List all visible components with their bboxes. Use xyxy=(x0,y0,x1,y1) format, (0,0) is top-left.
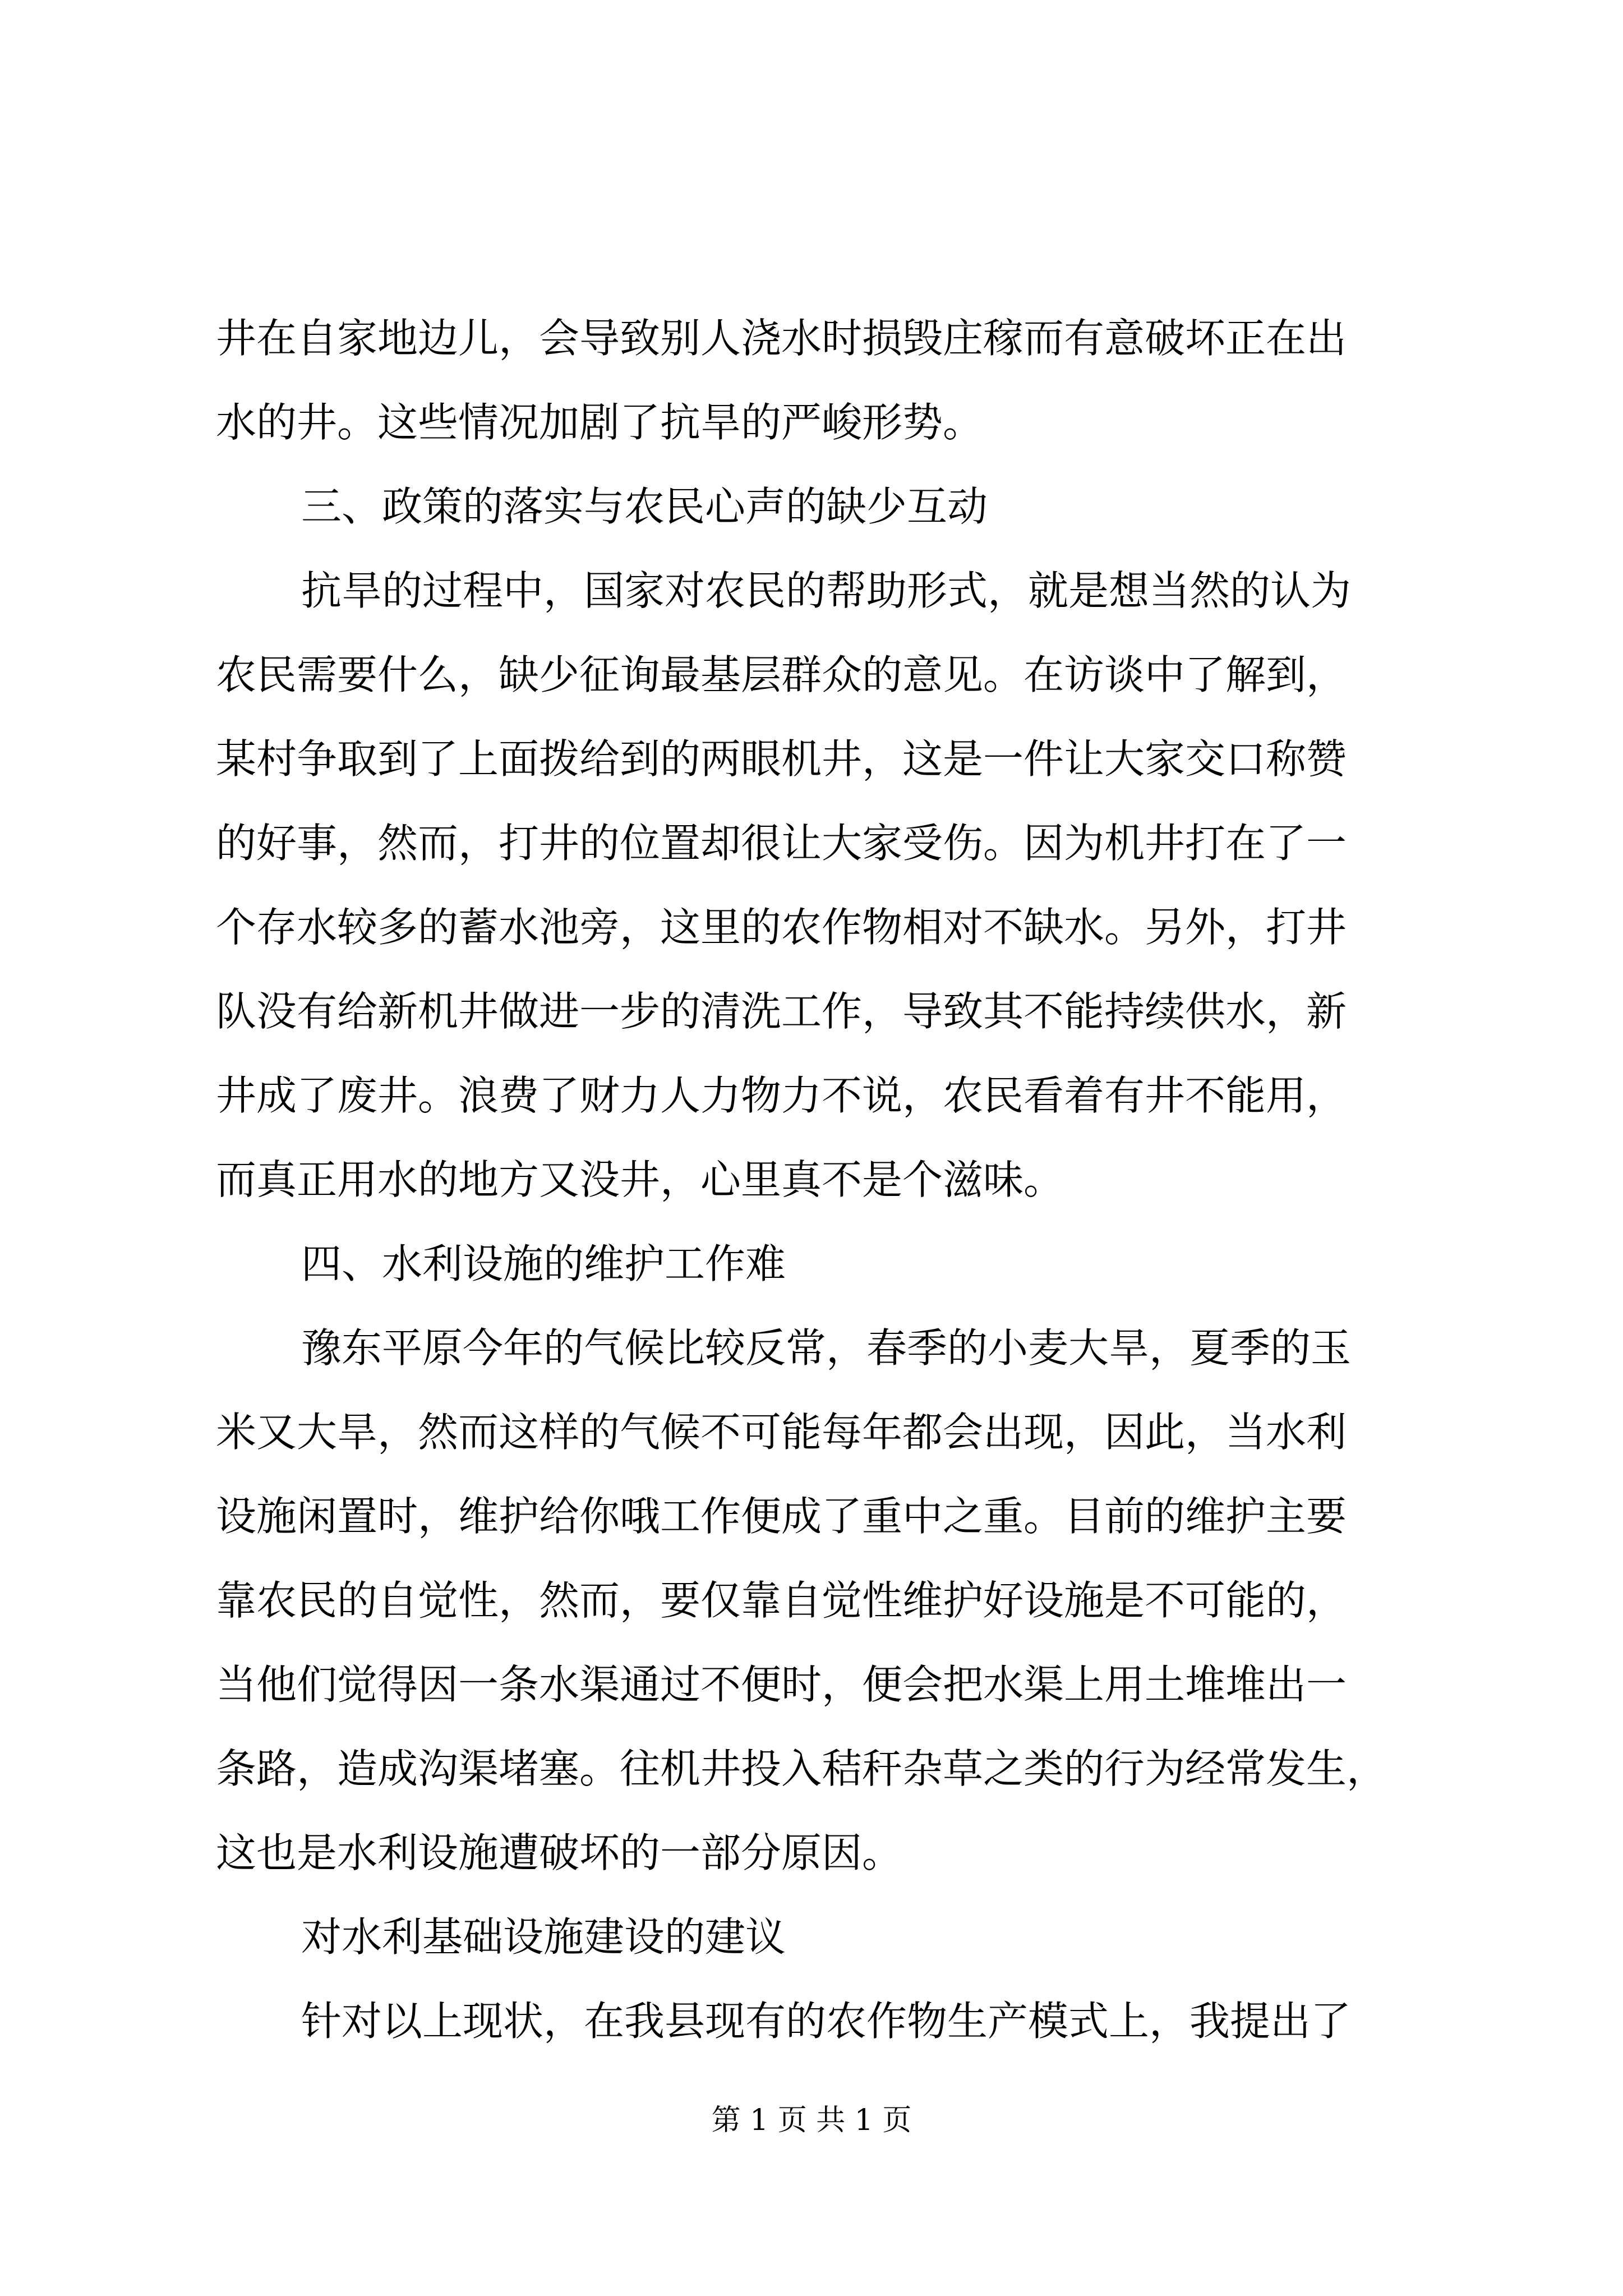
text-line: 条路，造成沟渠堵塞。往机井投入秸秆杂草之类的行为经常发生， xyxy=(216,1745,1387,1792)
text-line: 井成了废井。浪费了财力人力物力不说，农民看着有井不能用， xyxy=(216,1072,1347,1119)
text-line: 而真正用水的地方又没井，心里真不是个滋味。 xyxy=(216,1156,1064,1203)
text-line: 的好事，然而，打井的位置却很让大家受伤。因为机井打在了一 xyxy=(216,820,1347,867)
text-line: 当他们觉得因一条水渠通过不便时，便会把水渠上用土堆堆出一 xyxy=(216,1661,1347,1708)
text-line: 这也是水利设施遭破坏的一部分原因。 xyxy=(216,1829,903,1876)
text-line: 靠农民的自觉性，然而，要仅靠自觉性维护好设施是不可能的， xyxy=(216,1577,1347,1624)
text-line: 针对以上现状，在我县现有的农作物生产模式上，我提出了 xyxy=(301,1998,1352,2045)
text-line: 豫东平原今年的气候比较反常，春季的小麦大旱，夏季的玉 xyxy=(301,1324,1352,1372)
section-heading: 对水利基础设施建设的建议 xyxy=(301,1913,786,1961)
section-heading: 四、水利设施的维护工作难 xyxy=(301,1240,786,1287)
text-line: 水的井。这些情况加剧了抗旱的严峻形势。 xyxy=(216,399,984,446)
text-line: 米又大旱，然而这样的气候不可能每年都会出现，因此，当水利 xyxy=(216,1409,1347,1456)
text-line: 设施闲置时，维护给你哦工作便成了重中之重。目前的维护主要 xyxy=(216,1493,1347,1540)
text-line: 队没有给新机井做进一步的清洗工作，导致其不能持续供水，新 xyxy=(216,988,1347,1035)
text-line: 井在自家地边儿，会导致别人浇水时损毁庄稼而有意破坏正在出 xyxy=(216,315,1347,362)
section-heading: 三、政策的落实与农民心声的缺少互动 xyxy=(301,483,988,530)
text-line: 农民需要什么，缺少征询最基层群众的意见。在访谈中了解到， xyxy=(216,651,1347,698)
text-line: 某村争取到了上面拨给到的两眼机井，这是一件让大家交口称赞 xyxy=(216,735,1347,783)
text-line: 抗旱的过程中，国家对农民的帮助形式，就是想当然的认为 xyxy=(301,567,1352,614)
page-footer: 第 1 页 共 1 页 xyxy=(711,2104,912,2137)
text-line: 个存水较多的蓄水池旁，这里的农作物相对不缺水。另外，打井 xyxy=(216,904,1347,951)
